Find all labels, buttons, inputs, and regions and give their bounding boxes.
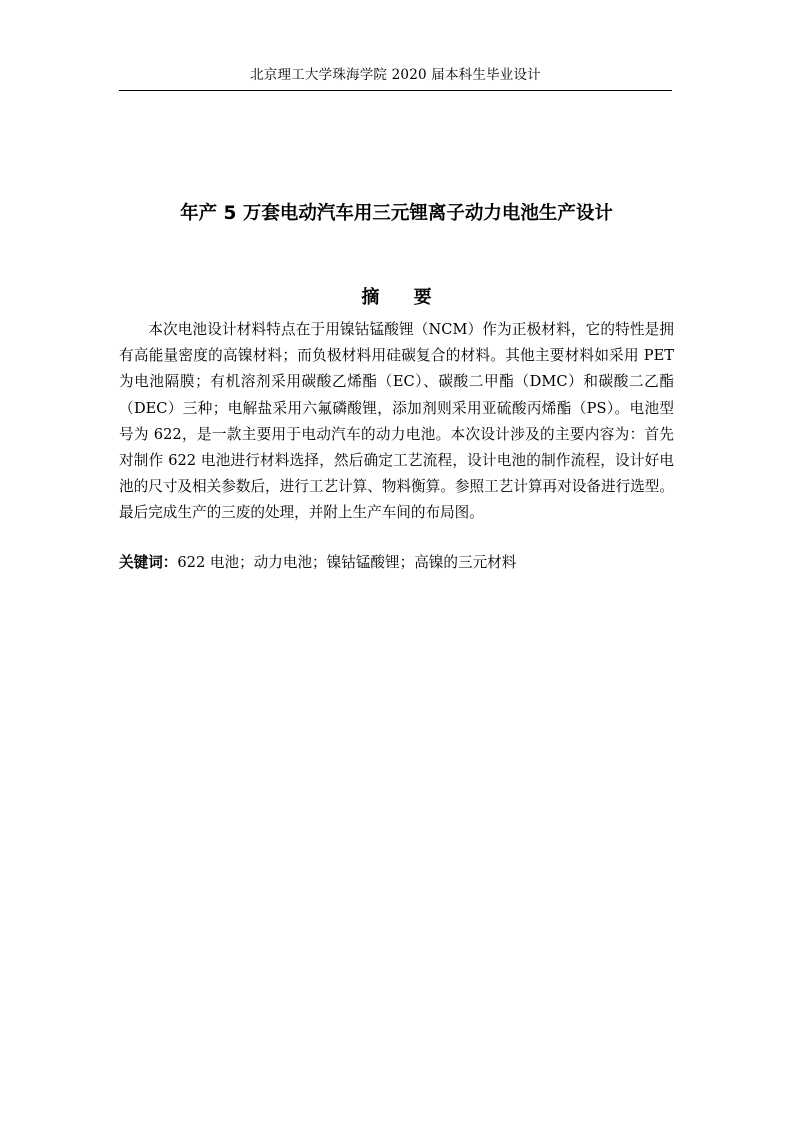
keywords-line	[119, 550, 674, 576]
keywords-text: 622 电池；动力电池；镍钴锰酸锂；高镍的三元材料	[177, 554, 517, 571]
page-header: 北京理工大学珠海学院 2020 届本科生毕业设计	[250, 67, 541, 83]
keywords-label: 关键词：	[119, 554, 178, 571]
abstract-heading: 摘 要	[361, 287, 446, 308]
abstract-body: 本次电池设计材料特点在于用镍钴锰酸锂（NCM）作为正极材料，它的特性是拥有高能量密度的高镍材料；而负极材料用硅碳复合的材料。其他主要材料如采用 PET 为电池隔膜；有机溶剂采用碳酸乙烯酯（EC）、碳酸二甲酯（DMC）和碳酸二乙酯（DEC）三种；电解盐采用六氟磷酸锂，添加剂则采用亚硫酸丙烯酯（PS）。电池型号为 622，是一款主要用于电动汽车的动力电池。本次设计涉及的主要内容为：首先对制作 622 电池进行材料选择，然后确定工艺流程，设计电池的制作流程，设计好电池的尺寸及相关参数后，进行工艺计算、物料衡算。参照工艺计算再对设备进行选型。最后完成生产的三废的处理，并附上生产车间的布局图。	[119, 321, 674, 522]
document-title: 年产 5 万套电动汽车用三元锂离子动力电池生产设计	[180, 203, 613, 224]
header-divider	[119, 90, 672, 91]
